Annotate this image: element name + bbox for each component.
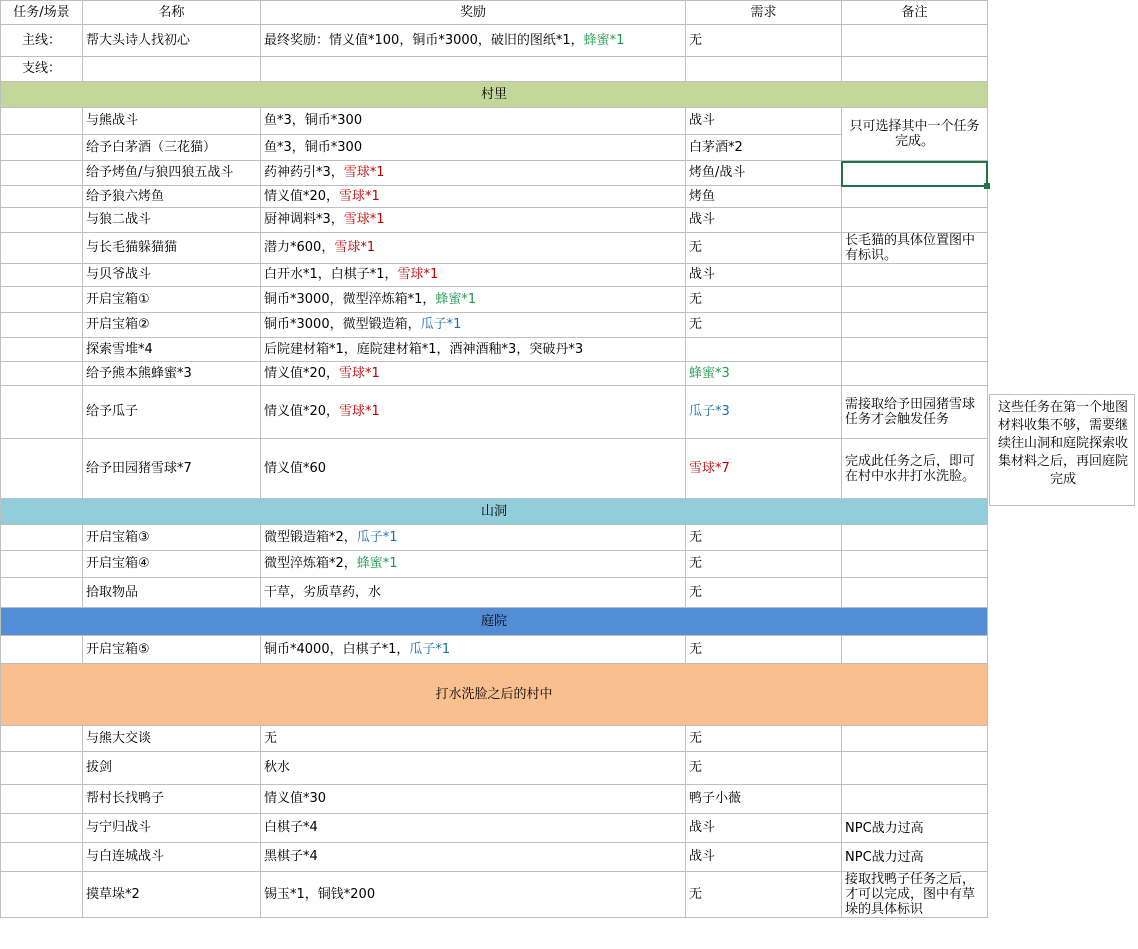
- task-row: [1, 362, 988, 386]
- note-cell[interactable]: [842, 752, 988, 785]
- column-header[interactable]: 备注: [842, 1, 988, 25]
- cell-text: 铜币*4000，白棋子*1，: [264, 641, 410, 657]
- note-cell[interactable]: [842, 186, 988, 208]
- cell-text: 支线：: [21, 61, 61, 76]
- name-cell[interactable]: [83, 785, 261, 814]
- cell-text: 鱼*3，铜币*300: [264, 139, 363, 155]
- reward-cell[interactable]: [261, 135, 686, 161]
- cell-text: 无: [689, 556, 703, 571]
- name-cell[interactable]: [83, 843, 261, 872]
- name-cell[interactable]: [83, 287, 261, 313]
- cell-text: 给予田园猪雪球*7: [86, 460, 192, 476]
- cell-text: 战斗: [689, 820, 716, 835]
- cell-text: 拾取物品: [86, 584, 139, 600]
- scene-cell[interactable]: [1, 264, 83, 287]
- cell-text: 瓜子*3: [689, 404, 730, 419]
- cell-text: 只可选择其中一个任务完成。: [849, 119, 980, 149]
- reward-cell[interactable]: [261, 233, 686, 264]
- name-cell[interactable]: [83, 872, 261, 918]
- cell-text: 无: [689, 291, 703, 307]
- task-row: [1, 57, 988, 82]
- name-cell[interactable]: [83, 57, 261, 82]
- cell-text: 烤鱼/战斗: [689, 165, 746, 180]
- reward-cell[interactable]: [261, 186, 686, 208]
- side-note-cell[interactable]: 这些任务在第一个地图材料收集不够，需要继续往山洞和庭院探索收集材料之后，再回庭院完成: [989, 394, 1135, 506]
- note-cell[interactable]: [842, 785, 988, 814]
- note-cell[interactable]: [842, 57, 988, 82]
- column-header[interactable]: 名称: [83, 1, 261, 25]
- cell-text: 黑棋子*4: [264, 849, 318, 864]
- name-cell[interactable]: [83, 208, 261, 233]
- name-cell[interactable]: [83, 233, 261, 264]
- cell-text: 无: [264, 730, 278, 746]
- cell-text: 鸭子小薇: [689, 791, 742, 806]
- task-row: [1, 386, 988, 439]
- cell-text: 鱼*3，铜币*300: [264, 113, 363, 128]
- section-row: [1, 664, 988, 726]
- merged-note-cell[interactable]: [842, 108, 988, 161]
- name-cell[interactable]: [83, 814, 261, 843]
- note-cell[interactable]: [842, 814, 988, 843]
- task-row: [1, 752, 988, 785]
- name-cell[interactable]: [83, 362, 261, 386]
- name-cell[interactable]: [83, 338, 261, 362]
- note-cell[interactable]: [842, 287, 988, 313]
- note-cell[interactable]: [842, 161, 988, 186]
- task-row: [1, 313, 988, 338]
- cell-text: 给予瓜子: [86, 404, 139, 419]
- reward-cell[interactable]: [261, 525, 686, 551]
- cell-text: 主线：: [21, 32, 61, 48]
- cell-text: 战斗: [689, 849, 716, 864]
- reward-cell[interactable]: [261, 785, 686, 814]
- cell-text: 摸草垛*2: [86, 886, 140, 902]
- note-cell[interactable]: [842, 386, 988, 439]
- requirement-cell[interactable]: [686, 726, 842, 752]
- cell-text: 潜力*600，: [264, 240, 335, 255]
- scene-cell[interactable]: [1, 233, 83, 264]
- cell-text: 完成此任务之后，即可在村中水井打水洗脸。: [845, 453, 976, 484]
- name-cell[interactable]: [83, 636, 261, 664]
- name-cell[interactable]: [83, 313, 261, 338]
- reward-cell[interactable]: [261, 208, 686, 233]
- cell-text: 无: [689, 529, 703, 545]
- requirement-cell[interactable]: [686, 551, 842, 578]
- name-cell[interactable]: [83, 161, 261, 186]
- cell-text: 无: [689, 886, 703, 902]
- requirement-cell[interactable]: [686, 208, 842, 233]
- note-cell[interactable]: [842, 843, 988, 872]
- name-cell[interactable]: [83, 186, 261, 208]
- cell-text: 长毛猫的具体位置图中有标识。: [845, 233, 976, 263]
- scene-cell[interactable]: [1, 25, 83, 57]
- cell-text: 情义值*20，: [264, 404, 340, 419]
- cell-text: 雪球*1: [339, 365, 380, 381]
- requirement-cell[interactable]: [686, 578, 842, 608]
- task-row: [1, 108, 988, 135]
- cell-text: 药神药引*3，: [264, 165, 344, 180]
- reward-cell[interactable]: [261, 551, 686, 578]
- cell-text: 烤鱼: [689, 188, 716, 204]
- scene-cell[interactable]: [1, 843, 83, 872]
- reward-cell[interactable]: [261, 264, 686, 287]
- cell-text: 开启宝箱③: [86, 529, 150, 545]
- scene-cell[interactable]: [1, 578, 83, 608]
- cell-text: 给予烤鱼/与狼四狼五战斗: [86, 165, 234, 180]
- scene-cell[interactable]: [1, 551, 83, 578]
- cell-text: 后院建材箱*1，庭院建材箱*1，酒神酒釉*3，突破丹*3: [264, 341, 584, 357]
- requirement-cell[interactable]: [686, 785, 842, 814]
- requirement-cell[interactable]: [686, 843, 842, 872]
- task-row: [1, 208, 988, 233]
- task-row: [1, 814, 988, 843]
- note-cell[interactable]: [842, 208, 988, 233]
- reward-cell[interactable]: [261, 752, 686, 785]
- scene-cell[interactable]: [1, 338, 83, 362]
- reward-cell[interactable]: [261, 338, 686, 362]
- scene-cell[interactable]: [1, 161, 83, 186]
- cell-text: 探索雪堆*4: [86, 341, 153, 357]
- task-row: [1, 785, 988, 814]
- name-cell[interactable]: [83, 439, 261, 499]
- cell-text: 无: [689, 641, 703, 657]
- requirement-cell[interactable]: [686, 525, 842, 551]
- cell-text: 开启宝箱②: [86, 317, 150, 332]
- requirement-cell[interactable]: [686, 287, 842, 313]
- cell-text: 情义值*60: [264, 460, 327, 476]
- cell-text: 拔剑: [86, 760, 113, 775]
- name-cell[interactable]: [83, 525, 261, 551]
- scene-cell[interactable]: [1, 814, 83, 843]
- cell-text: 与狼二战斗: [86, 212, 152, 227]
- section-row: [1, 499, 988, 525]
- fill-handle[interactable]: [984, 183, 990, 189]
- scene-cell[interactable]: [1, 108, 83, 135]
- cell-text: 微型锻造箱*2，: [264, 529, 357, 545]
- cell-text: 与贝爷战斗: [86, 267, 152, 282]
- name-cell[interactable]: [83, 752, 261, 785]
- requirement-cell[interactable]: [686, 872, 842, 918]
- requirement-cell[interactable]: [686, 636, 842, 664]
- scene-cell[interactable]: [1, 208, 83, 233]
- cell-text: 锡玉*1，铜钱*200: [264, 886, 376, 902]
- task-row: [1, 161, 988, 186]
- task-row: [1, 551, 988, 578]
- note-cell[interactable]: [842, 362, 988, 386]
- scene-cell[interactable]: [1, 872, 83, 918]
- reward-cell[interactable]: [261, 313, 686, 338]
- column-header[interactable]: 奖励: [261, 1, 686, 25]
- cell-text: 开启宝箱①: [86, 291, 150, 307]
- requirement-cell[interactable]: [686, 108, 842, 135]
- cell-text: 帮村长找鸭子: [86, 791, 165, 806]
- task-row: [1, 525, 988, 551]
- reward-cell[interactable]: [261, 872, 686, 918]
- scene-cell[interactable]: [1, 386, 83, 439]
- scene-cell[interactable]: [1, 135, 83, 161]
- name-cell[interactable]: [83, 108, 261, 135]
- cell-text: 雪球*1: [397, 267, 439, 282]
- sheet-body: [1, 1, 988, 918]
- requirement-cell[interactable]: [686, 362, 842, 386]
- cell-text: 无: [689, 32, 703, 48]
- section-header[interactable]: 庭院: [1, 608, 988, 636]
- cell-text: 情义值*30: [264, 791, 327, 806]
- name-cell[interactable]: [83, 25, 261, 57]
- scene-cell[interactable]: [1, 439, 83, 499]
- cell-text: 干草，劣质草药，水: [264, 584, 382, 600]
- note-cell[interactable]: [842, 636, 988, 664]
- section-header[interactable]: 村里: [1, 82, 988, 108]
- task-row: [1, 135, 988, 161]
- requirement-cell[interactable]: [686, 25, 842, 57]
- name-cell[interactable]: [83, 551, 261, 578]
- cell-text: 白茅酒*2: [689, 139, 743, 155]
- reward-cell[interactable]: [261, 108, 686, 135]
- requirement-cell[interactable]: [686, 814, 842, 843]
- cell-text: 无: [689, 584, 703, 600]
- note-cell[interactable]: [842, 264, 988, 287]
- name-cell[interactable]: [83, 726, 261, 752]
- cell-text: 给予狼六烤鱼: [86, 188, 165, 204]
- reward-cell[interactable]: [261, 726, 686, 752]
- requirement-cell[interactable]: [686, 135, 842, 161]
- cell-text: 需接取给予田园猪雪球任务才会触发任务: [845, 397, 976, 427]
- task-row: [1, 843, 988, 872]
- cell-text: 无: [689, 240, 703, 255]
- cell-text: 开启宝箱④: [86, 556, 150, 571]
- cell-text: 战斗: [689, 212, 716, 227]
- scene-cell[interactable]: [1, 785, 83, 814]
- note-cell[interactable]: [842, 525, 988, 551]
- cell-text: 瓜子*1: [420, 317, 462, 332]
- cell-text: 蜂蜜*1: [356, 556, 398, 571]
- reward-cell[interactable]: [261, 25, 686, 57]
- reward-cell[interactable]: [261, 161, 686, 186]
- cell-text: 白棋子*4: [264, 820, 318, 835]
- scene-cell[interactable]: [1, 186, 83, 208]
- cell-text: 开启宝箱⑤: [86, 641, 150, 657]
- scene-cell[interactable]: [1, 752, 83, 785]
- section-header[interactable]: 打水洗脸之后的村中: [1, 664, 988, 726]
- requirement-cell[interactable]: [686, 264, 842, 287]
- header-row: [1, 1, 988, 25]
- requirement-cell[interactable]: [686, 57, 842, 82]
- cell-text: 与宁归战斗: [86, 820, 152, 835]
- task-row: [1, 287, 988, 313]
- note-cell[interactable]: [842, 25, 988, 57]
- task-row: [1, 726, 988, 752]
- name-cell[interactable]: [83, 135, 261, 161]
- column-header[interactable]: 需求: [686, 1, 842, 25]
- cell-text: 蜂蜜*3: [689, 365, 730, 381]
- requirement-cell[interactable]: [686, 161, 842, 186]
- note-cell[interactable]: [842, 551, 988, 578]
- task-row: [1, 338, 988, 362]
- requirement-cell[interactable]: [686, 752, 842, 785]
- cell-text: 瓜子*1: [356, 529, 398, 545]
- task-row: [1, 636, 988, 664]
- requirement-cell[interactable]: [686, 386, 842, 439]
- cell-text: 雪球*1: [339, 188, 380, 204]
- task-row: [1, 25, 988, 57]
- task-row: [1, 233, 988, 264]
- cell-text: 与白连城战斗: [86, 849, 165, 864]
- note-cell[interactable]: [842, 726, 988, 752]
- cell-text: 铜币*3000，微型淬炼箱*1，: [264, 291, 436, 307]
- cell-text: 无: [689, 317, 703, 332]
- cell-text: 秋水: [264, 760, 291, 775]
- note-cell[interactable]: [842, 439, 988, 499]
- cell-text: 微型淬炼箱*2，: [264, 556, 357, 571]
- scene-cell[interactable]: [1, 525, 83, 551]
- cell-text: 瓜子*1: [409, 641, 451, 657]
- cell-text: 情义值*20，: [264, 188, 340, 204]
- cell-text: 雪球*1: [334, 240, 376, 255]
- name-cell[interactable]: [83, 386, 261, 439]
- cell-text: NPC战力过高: [845, 820, 924, 836]
- cell-text: 与熊大交谈: [86, 730, 152, 746]
- cell-text: 无: [689, 730, 703, 746]
- section-row: [1, 608, 988, 636]
- reward-cell[interactable]: [261, 57, 686, 82]
- cell-text: 雪球*1: [343, 165, 385, 180]
- name-cell[interactable]: [83, 578, 261, 608]
- cell-text: 蜂蜜*1: [435, 291, 477, 307]
- note-cell[interactable]: [842, 313, 988, 338]
- cell-text: 无: [689, 760, 703, 775]
- cell-text: 最终奖励：情义值*100，铜币*3000，破旧的图纸*1，: [264, 32, 584, 48]
- reward-cell[interactable]: [261, 578, 686, 608]
- reward-cell[interactable]: [261, 439, 686, 499]
- cell-text: 战斗: [689, 113, 716, 128]
- requirement-cell[interactable]: [686, 233, 842, 264]
- requirement-cell[interactable]: [686, 338, 842, 362]
- requirement-cell[interactable]: [686, 186, 842, 208]
- scene-cell[interactable]: [1, 287, 83, 313]
- reward-cell[interactable]: [261, 362, 686, 386]
- cell-text: 帮大头诗人找初心: [86, 32, 191, 48]
- column-header[interactable]: 任务/场景: [1, 1, 83, 25]
- scene-cell[interactable]: [1, 362, 83, 386]
- note-cell[interactable]: [842, 578, 988, 608]
- cell-text: 战斗: [689, 267, 716, 282]
- name-cell[interactable]: [83, 264, 261, 287]
- task-row: [1, 186, 988, 208]
- cell-text: 与熊战斗: [86, 113, 139, 128]
- task-row: [1, 439, 988, 499]
- scene-cell[interactable]: [1, 313, 83, 338]
- requirement-cell[interactable]: [686, 439, 842, 499]
- reward-cell[interactable]: [261, 636, 686, 664]
- section-row: [1, 82, 988, 108]
- task-row: [1, 872, 988, 918]
- cell-text: 厨神调料*3，: [264, 212, 344, 227]
- note-cell[interactable]: [842, 872, 988, 918]
- cell-text: 白开水*1，白棋子*1，: [264, 267, 398, 282]
- note-cell[interactable]: [842, 233, 988, 264]
- scene-cell[interactable]: [1, 726, 83, 752]
- task-row: [1, 578, 988, 608]
- cell-text: 给予熊本熊蜂蜜*3: [86, 365, 192, 381]
- reward-cell[interactable]: [261, 287, 686, 313]
- reward-cell[interactable]: [261, 386, 686, 439]
- cell-text: 与长毛猫躲猫猫: [86, 240, 178, 255]
- cell-text: 雪球*1: [343, 212, 385, 227]
- reward-cell[interactable]: [261, 843, 686, 872]
- note-cell[interactable]: [842, 338, 988, 362]
- scene-cell[interactable]: [1, 636, 83, 664]
- cell-text: NPC战力过高: [845, 849, 924, 865]
- cell-text: 蜂蜜*1: [583, 32, 625, 48]
- section-header[interactable]: 山洞: [1, 499, 988, 525]
- cell-text: 铜币*3000，微型锻造箱，: [264, 317, 421, 332]
- cell-text: 情义值*20，: [264, 365, 340, 381]
- scene-cell[interactable]: [1, 57, 83, 82]
- cell-text: 雪球*1: [339, 404, 380, 419]
- cell-text: 给予白茅酒（三花猫）: [86, 139, 217, 155]
- requirement-cell[interactable]: [686, 313, 842, 338]
- cell-text: 接取找鸭子任务之后，才可以完成，图中有草垛的具体标识: [845, 872, 976, 917]
- reward-cell[interactable]: [261, 814, 686, 843]
- task-row: [1, 264, 988, 287]
- cell-text: 雪球*7: [689, 460, 730, 476]
